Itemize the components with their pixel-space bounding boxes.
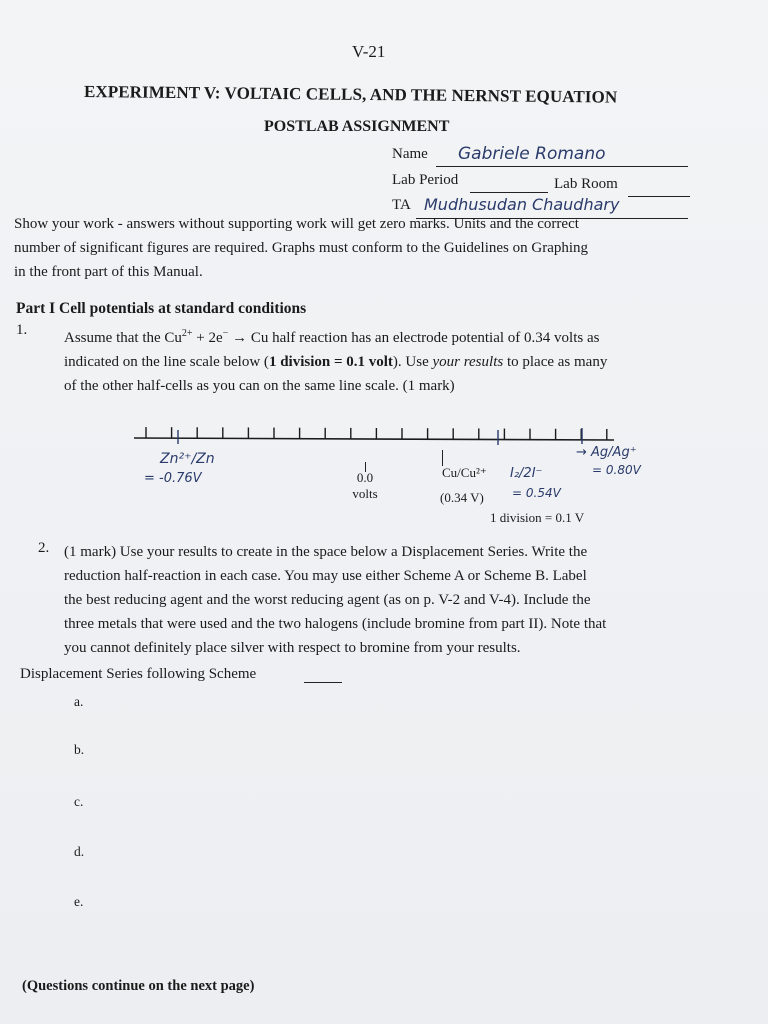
hand-zn-label: Zn²⁺/Zn — [160, 451, 215, 467]
zero-unit: volts — [352, 486, 378, 501]
displacement-series-label: Displacement Series following Scheme — [20, 666, 257, 682]
q1-sup-charge: 2+ — [181, 328, 193, 339]
q1-text-b: + 2e — [192, 330, 223, 346]
instructions-line-2: number of significant figures are required. Graphs must conform to the Guidelines on Graphing — [14, 240, 589, 256]
lab-room-label: Lab Room — [554, 176, 618, 192]
page-number: V-21 — [352, 42, 386, 61]
question-2-line-2: reduction half-reaction in each case. You may use either Scheme A or Scheme B. Label — [64, 568, 587, 584]
series-item-c: c. — [74, 794, 84, 809]
question-1-line-2 — [64, 350, 714, 374]
part1-heading: Part I Cell potentials at standard conditions — [16, 300, 307, 317]
hand-ag-label: → Ag/Ag⁺ — [576, 445, 637, 460]
instructions — [14, 212, 714, 284]
q1-text-c: → Cu half reaction has an electrode potential of 0.34 volts as — [228, 330, 600, 346]
name-value[interactable]: Gabriele Romano — [458, 144, 606, 164]
q1-text-f: to place as many — [503, 354, 608, 370]
q1-text-e: ). Use — [392, 354, 433, 370]
lab-period-label: Lab Period — [392, 172, 459, 188]
hand-zn-value: = -0.76V — [144, 471, 202, 486]
q1-your-results: your results — [432, 354, 504, 370]
cu-value: (0.34 V) — [440, 490, 484, 505]
question-1-line-3: of the other half-cells as you can on the same line scale. (1 mark) — [64, 378, 455, 394]
question-2-line-5: you cannot definitely place silver with respect to bromine from your results. — [64, 640, 521, 656]
name-underline — [436, 166, 688, 167]
q1-text-d: indicated on the line scale below ( — [64, 354, 269, 370]
cu-label: Cu/Cu²⁺ — [442, 465, 487, 480]
hand-i2-value: = 0.54V — [512, 486, 561, 500]
zero-value: 0.0 — [356, 470, 374, 485]
series-item-a: a. — [74, 694, 84, 709]
footer-note: (Questions continue on the next page) — [22, 978, 255, 994]
postlab-subtitle: POSTLAB ASSIGNMENT — [264, 118, 450, 135]
instructions-line-3: in the front part of this Manual. — [14, 264, 203, 280]
scheme-answer-blank[interactable] — [304, 682, 342, 683]
hand-i2-label: I₂/2I⁻ — [510, 466, 543, 481]
division-note: 1 division = 0.1 V — [490, 510, 585, 525]
question-1-number: 1. — [16, 322, 28, 338]
instructions-line-1: Show your work - answers without supporting work will get zero marks. Units and the correct — [14, 216, 579, 232]
series-item-d: d. — [74, 844, 85, 859]
question-2-text — [64, 540, 714, 660]
potential-line-scale — [0, 418, 768, 458]
q1-sup-electron: − — [222, 328, 229, 339]
lab-room-underline[interactable] — [628, 196, 690, 197]
experiment-title: EXPERIMENT V: VOLTAIC CELLS, AND THE NERNST EQUATION — [83, 82, 618, 107]
zero-volt-label — [348, 462, 382, 502]
scale-baseline — [134, 438, 614, 440]
ta-value[interactable]: Mudhusudan Chaudhary — [424, 195, 620, 214]
question-2-line-4: three metals that were used and the two halogens (include bromine from part II). Note that — [64, 616, 607, 632]
name-label: Name — [392, 146, 428, 162]
question-2-number: 2. — [38, 540, 50, 556]
series-item-b: b. — [74, 742, 85, 757]
question-1-line-1 — [64, 322, 714, 350]
cu-pointer-line — [442, 450, 443, 466]
q1-division-bold: 1 division = 0.1 volt — [268, 354, 393, 370]
q1-text-a: Assume that the Cu — [64, 330, 182, 346]
question-2-line-1: (1 mark) Use your results to create in the space below a Displacement Series. Write the — [64, 544, 588, 560]
series-item-e: e. — [74, 894, 84, 909]
question-2-line-3: the best reducing agent and the worst reducing agent (as on p. V-2 and V-4). Include the — [64, 592, 591, 608]
hand-ag-value: = 0.80V — [592, 463, 641, 477]
lab-period-underline[interactable] — [470, 192, 548, 193]
question-1-text — [64, 322, 714, 398]
ta-label: TA — [392, 197, 411, 213]
